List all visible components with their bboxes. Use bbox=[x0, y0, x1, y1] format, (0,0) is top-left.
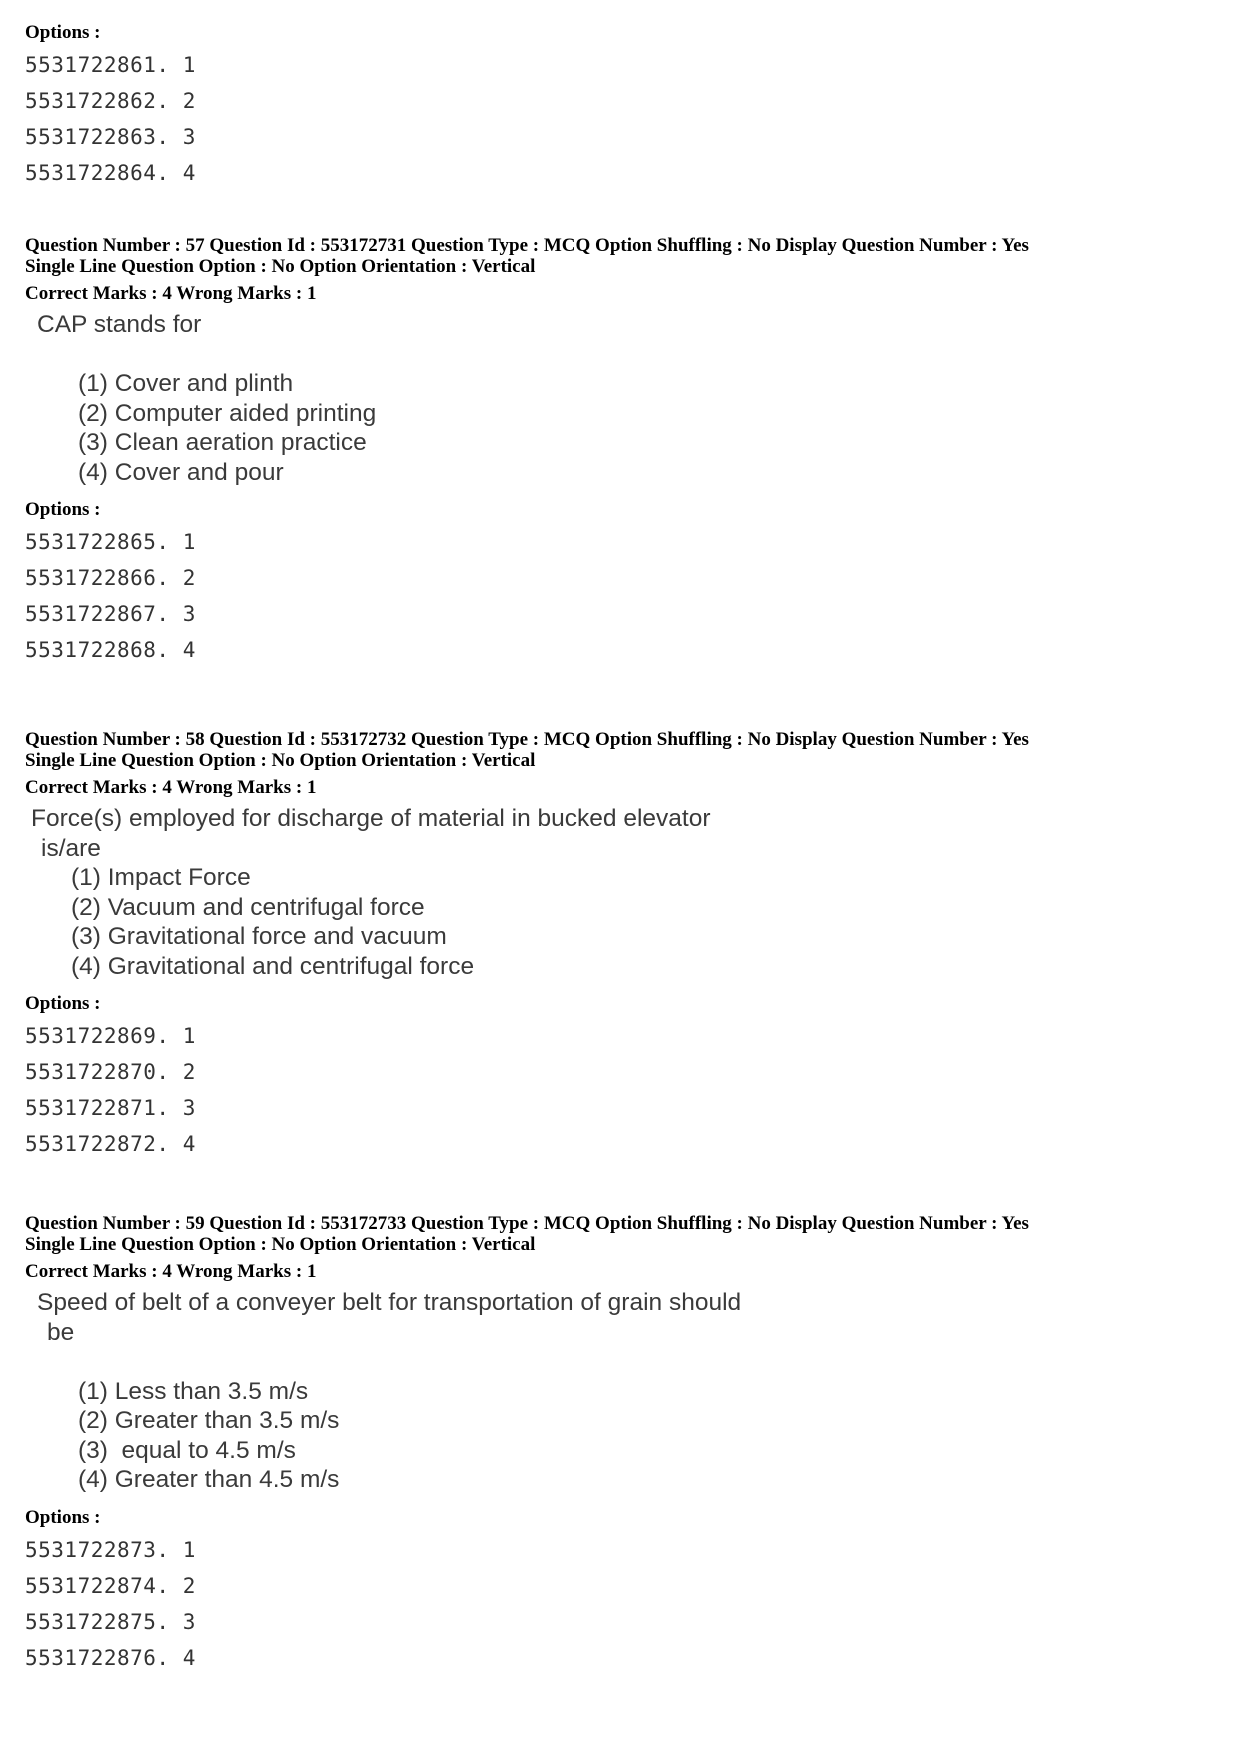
option-id: 5531722870. 2 bbox=[25, 1060, 196, 1084]
option-id: 5531722871. 3 bbox=[25, 1096, 196, 1120]
choice: (3) equal to 4.5 m/s bbox=[78, 1436, 296, 1464]
choice-list bbox=[25, 369, 1215, 487]
choice: (3) Gravitational force and vacuum bbox=[71, 923, 447, 950]
choice: (1) Cover and plinth bbox=[78, 370, 294, 397]
choice: (4) Greater than 4.5 m/s bbox=[78, 1466, 340, 1493]
choice: (4) Gravitational and centrifugal force bbox=[71, 952, 475, 980]
options-list bbox=[25, 1532, 1215, 1676]
choice: (2) Greater than 3.5 m/s bbox=[78, 1407, 340, 1434]
question-stem: Force(s) employed for discharge of material in bucked elevator bbox=[31, 805, 711, 832]
choice: (2) Vacuum and centrifugal force bbox=[71, 893, 425, 921]
option-id: 5531722872. 4 bbox=[25, 1132, 196, 1156]
question-meta: Question Number : 58 Question Id : 553172732 Question Type : MCQ Option Shuffling : No Display Question Number : Yes bbox=[25, 729, 1029, 750]
question-stem-continued: be bbox=[47, 1318, 75, 1346]
option-id: 5531722863. 3 bbox=[25, 125, 196, 149]
options-label: Options : bbox=[25, 993, 101, 1014]
options-block-q56 bbox=[25, 22, 196, 191]
question-meta-2: Single Line Question Option : No Option Orientation : Vertical bbox=[25, 750, 536, 771]
option-id: 5531722862. 2 bbox=[25, 89, 196, 113]
question-marks: Correct Marks : 4 Wrong Marks : 1 bbox=[25, 1261, 317, 1282]
question-stem: CAP stands for bbox=[37, 311, 202, 338]
option-id: 5531722865. 1 bbox=[25, 530, 196, 554]
choice: (3) Clean aeration practice bbox=[78, 429, 367, 456]
options-list bbox=[25, 1018, 1215, 1162]
option-id: 5531722864. 4 bbox=[25, 161, 196, 185]
option-id: 5531722876. 4 bbox=[25, 1645, 196, 1670]
choice: (2) Computer aided printing bbox=[78, 399, 377, 427]
question-body bbox=[25, 1288, 1215, 1495]
question-58 bbox=[25, 729, 1215, 1162]
question-meta-2: Single Line Question Option : No Option Orientation : Vertical bbox=[25, 1234, 536, 1255]
option-id: 5531722866. 2 bbox=[25, 566, 196, 590]
option-id: 5531722869. 1 bbox=[25, 1024, 196, 1048]
options-list bbox=[25, 524, 1215, 668]
question-stem-continued: is/are bbox=[41, 834, 101, 862]
choice: (1) Less than 3.5 m/s bbox=[78, 1377, 309, 1405]
option-id: 5531722868. 4 bbox=[25, 638, 196, 662]
question-57 bbox=[25, 235, 1215, 668]
options-label: Options : bbox=[25, 499, 101, 520]
question-marks: Correct Marks : 4 Wrong Marks : 1 bbox=[25, 283, 317, 304]
choice-list bbox=[25, 863, 1215, 981]
options-label: Options : bbox=[25, 1506, 101, 1528]
option-id: 5531722867. 3 bbox=[25, 602, 196, 626]
question-meta: Question Number : 59 Question Id : 553172733 Question Type : MCQ Option Shuffling : No Display Question Number : Yes bbox=[25, 1213, 1029, 1234]
choice-list bbox=[25, 1377, 1215, 1495]
options-label: Options : bbox=[25, 22, 101, 43]
choice: (4) Cover and pour bbox=[78, 458, 284, 486]
question-meta: Question Number : 57 Question Id : 553172731 Question Type : MCQ Option Shuffling : No Display Question Number : Yes bbox=[25, 235, 1029, 256]
question-body bbox=[25, 804, 1215, 981]
option-id: 5531722874. 2 bbox=[25, 1573, 196, 1598]
question-stem: Speed of belt of a conveyer belt for transportation of grain should bbox=[37, 1289, 742, 1316]
question-marks: Correct Marks : 4 Wrong Marks : 1 bbox=[25, 777, 317, 798]
option-id: 5531722873. 1 bbox=[25, 1537, 196, 1562]
question-body bbox=[25, 310, 1215, 487]
choice: (1) Impact Force bbox=[71, 864, 251, 891]
option-id: 5531722861. 1 bbox=[25, 53, 196, 77]
option-id: 5531722875. 3 bbox=[25, 1609, 196, 1634]
question-meta-2: Single Line Question Option : No Option Orientation : Vertical bbox=[25, 256, 536, 277]
question-59 bbox=[25, 1213, 1215, 1676]
